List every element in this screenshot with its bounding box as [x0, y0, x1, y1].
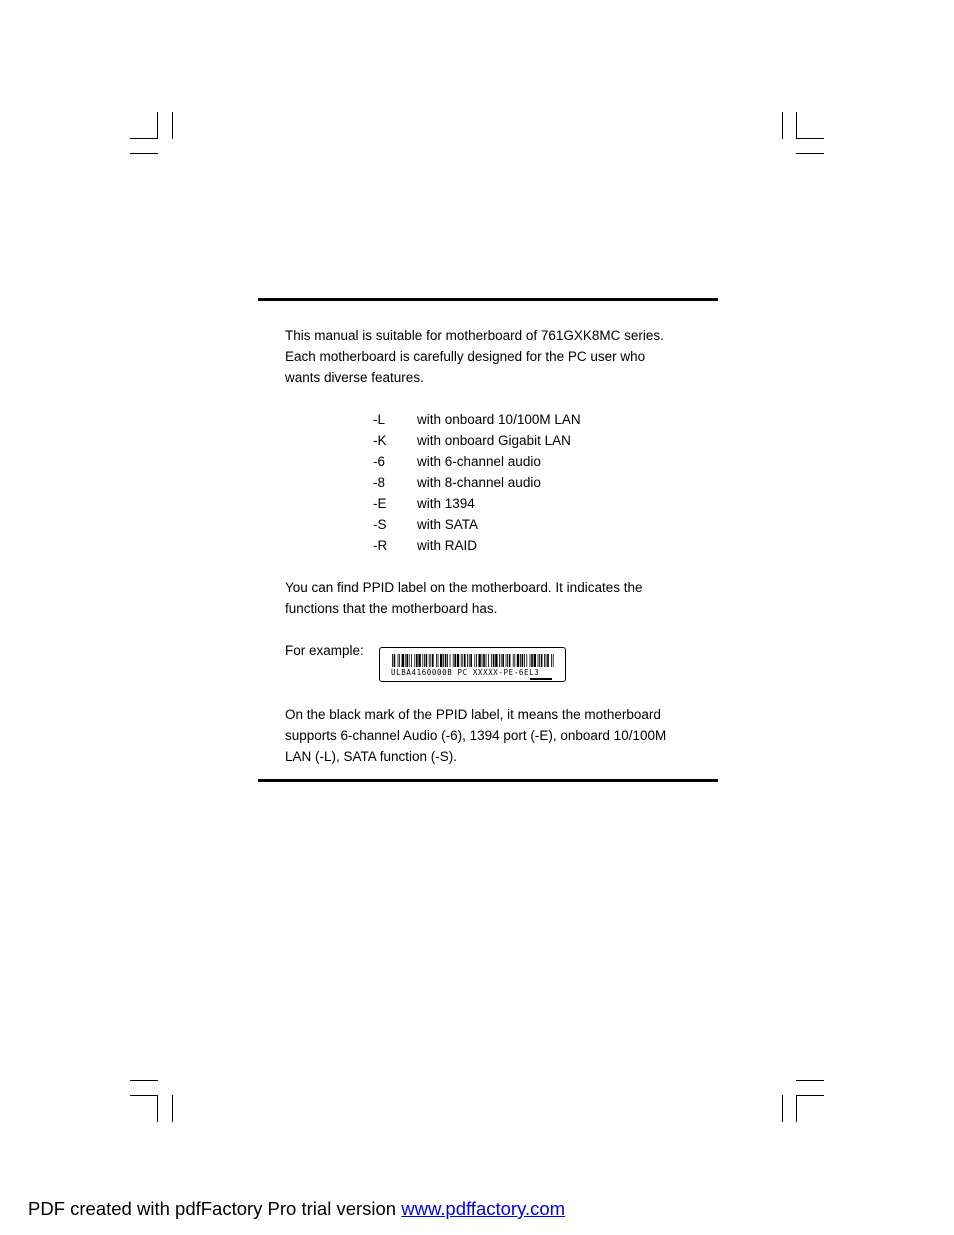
variant-item [373, 472, 581, 493]
variant-code: -E [373, 496, 387, 511]
variant-item [373, 514, 581, 535]
ppid-label [379, 647, 566, 682]
crop-mark-bottom-left-h1 [130, 1080, 158, 1081]
variant-desc: with 6-channel audio [417, 454, 541, 469]
intro-line: Each motherboard is carefully designed for the PC user who [285, 349, 646, 364]
variant-list [373, 409, 581, 556]
pdf-footer [28, 1197, 565, 1221]
intro-line: wants diverse features. [285, 370, 424, 385]
ppid-paragraph [285, 577, 674, 619]
ppid-line: functions that the motherboard has. [285, 601, 498, 616]
variant-desc: with onboard 10/100M LAN [417, 412, 581, 427]
intro-paragraph [285, 325, 674, 388]
top-rule [258, 298, 718, 301]
variant-code: -8 [373, 475, 386, 490]
variant-code: -S [373, 517, 387, 532]
crop-mark-top-left-v1 [157, 112, 158, 139]
crop-mark-top-right-v2 [796, 112, 797, 139]
variant-desc: with 8-channel audio [417, 475, 541, 490]
crop-mark-top-left-v2 [172, 112, 173, 139]
variant-desc: with 1394 [417, 496, 475, 511]
explanation-line: LAN (-L), SATA function (-S). [285, 749, 458, 764]
crop-mark-bottom-left-h2 [130, 1095, 158, 1096]
intro-line: This manual is suitable for motherboard of 761GXK8MC series. [285, 328, 664, 343]
footer-text: PDF created with pdfFactory Pro trial version [28, 1198, 402, 1219]
crop-mark-bottom-left-v1 [157, 1095, 158, 1122]
barcode-image [392, 654, 554, 667]
variant-item [373, 409, 581, 430]
crop-mark-bottom-right-v1 [782, 1095, 783, 1122]
example-caption: For example: [285, 643, 364, 658]
crop-mark-bottom-left-v2 [172, 1095, 173, 1122]
variant-desc: with onboard Gigabit LAN [417, 433, 571, 448]
crop-mark-bottom-right-h1 [796, 1080, 824, 1081]
variant-code: -R [373, 538, 388, 553]
variant-item [373, 493, 581, 514]
variant-item [373, 451, 581, 472]
ppid-black-mark [530, 678, 552, 680]
crop-mark-bottom-right-v2 [796, 1095, 797, 1122]
crop-mark-bottom-right-h2 [796, 1095, 824, 1096]
variant-code: -6 [373, 454, 386, 469]
variant-desc: with RAID [417, 538, 478, 553]
crop-mark-top-right-h1 [796, 138, 824, 139]
crop-mark-top-left-h1 [130, 138, 158, 139]
footer-link[interactable]: www.pdffactory.com [401, 1198, 566, 1219]
explanation-line: On the black mark of the PPID label, it means the motherboard [285, 707, 661, 722]
variant-desc: with SATA [417, 517, 479, 532]
crop-mark-top-left-h2 [130, 153, 158, 154]
variant-item [373, 430, 581, 451]
explanation-paragraph [285, 704, 674, 767]
crop-mark-top-right-v1 [782, 112, 783, 139]
crop-mark-top-right-h2 [796, 153, 824, 154]
variant-code: -K [373, 433, 387, 448]
ppid-line: You can find PPID label on the motherboard. It indicates the [285, 580, 643, 595]
bottom-rule [258, 779, 718, 782]
ppid-label-text: ULBA4160000B PC XXXXX-PE-6EL3 [391, 668, 540, 677]
variant-item [373, 535, 581, 556]
explanation-line: supports 6-channel Audio (-6), 1394 port (-E), onboard 10/100M [285, 728, 667, 743]
variant-code: -L [373, 412, 386, 427]
